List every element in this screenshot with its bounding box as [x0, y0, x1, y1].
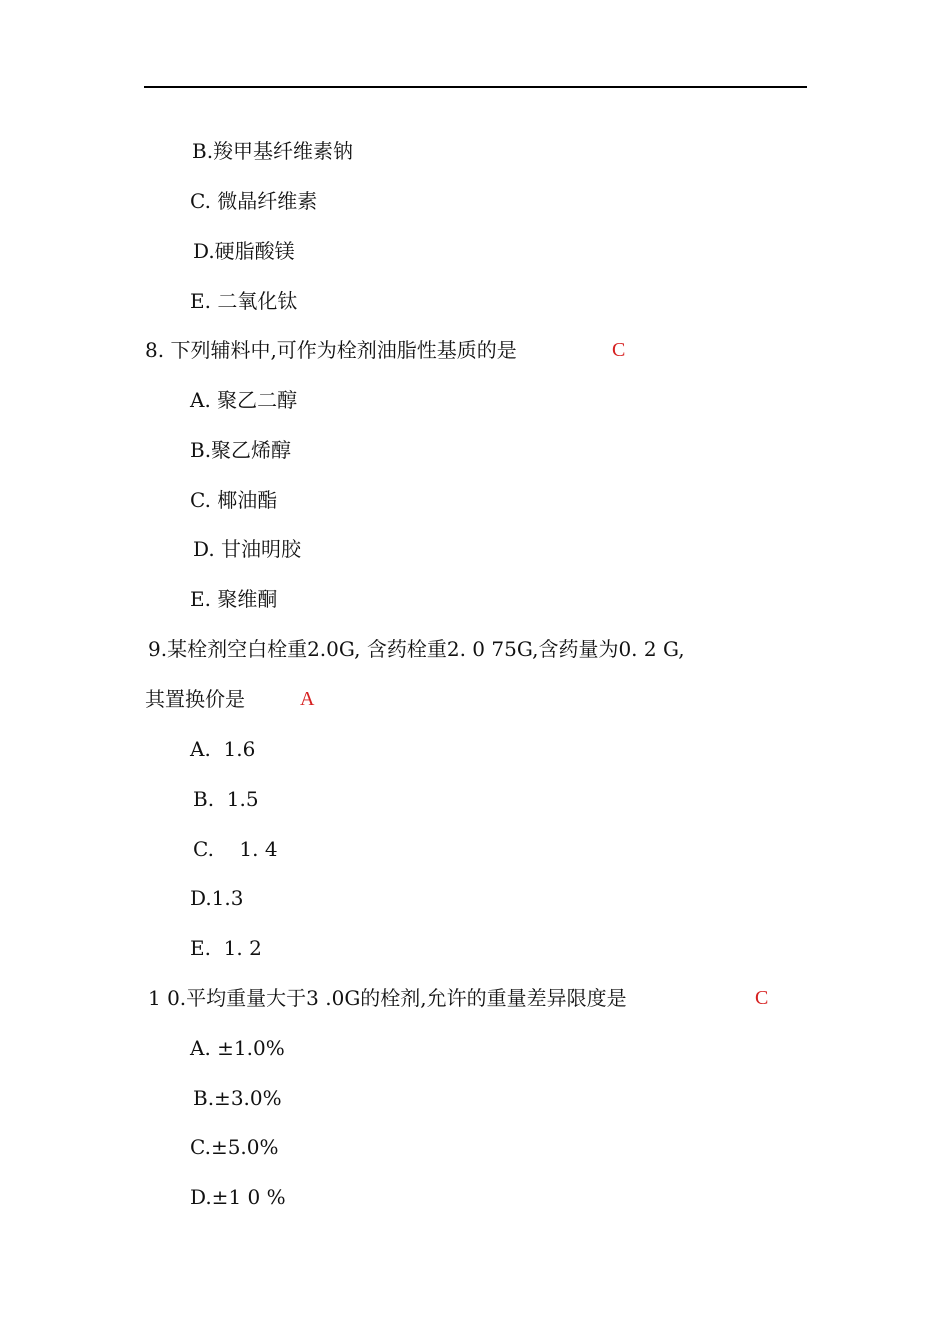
- q8-option-a: A. 聚乙二醇: [190, 388, 298, 412]
- q9-stem-line2: 其置换价是: [145, 687, 245, 711]
- q10-option-a: A. ±1.0%: [190, 1036, 285, 1060]
- q8-stem: 8. 下列辅料中,可作为栓剂油脂性基质的是: [145, 338, 517, 362]
- q9-option-e: E. 1. 2: [190, 936, 262, 960]
- q7-option-b: B.羧甲基纤维素钠: [192, 139, 354, 163]
- q9-option-a: A. 1.6: [190, 737, 256, 761]
- q8-option-d: D. 甘油明胶: [193, 537, 302, 561]
- q7-option-e: E. 二氧化钛: [190, 289, 298, 313]
- q10-stem: 1 0.平均重量大于3 .0G的栓剂,允许的重量差异限度是: [148, 986, 627, 1010]
- q8-option-b: B.聚乙烯醇: [190, 438, 292, 462]
- q10-option-c: C.±5.0%: [190, 1135, 279, 1159]
- q9-option-c: C. 1. 4: [193, 837, 278, 861]
- q9-option-b: B. 1.5: [193, 787, 259, 811]
- header-rule: [144, 86, 807, 88]
- q7-option-d: D.硬脂酸镁: [193, 239, 295, 263]
- q9-stem-line1: 9.某栓剂空白栓重2.0G, 含药栓重2. 0 75G,含药量为0. 2 G,: [148, 637, 685, 661]
- q7-option-c: C. 微晶纤维素: [190, 189, 318, 213]
- q9-option-d: D.1.3: [190, 886, 244, 910]
- q8-answer: C: [612, 339, 626, 361]
- q10-answer: C: [755, 987, 769, 1009]
- q8-option-e: E. 聚维酮: [190, 587, 278, 611]
- q9-answer: A: [300, 688, 315, 710]
- q10-option-d: D.±1 0 %: [190, 1185, 286, 1209]
- q8-option-c: C. 椰油酯: [190, 488, 278, 512]
- q10-option-b: B.±3.0%: [193, 1086, 282, 1110]
